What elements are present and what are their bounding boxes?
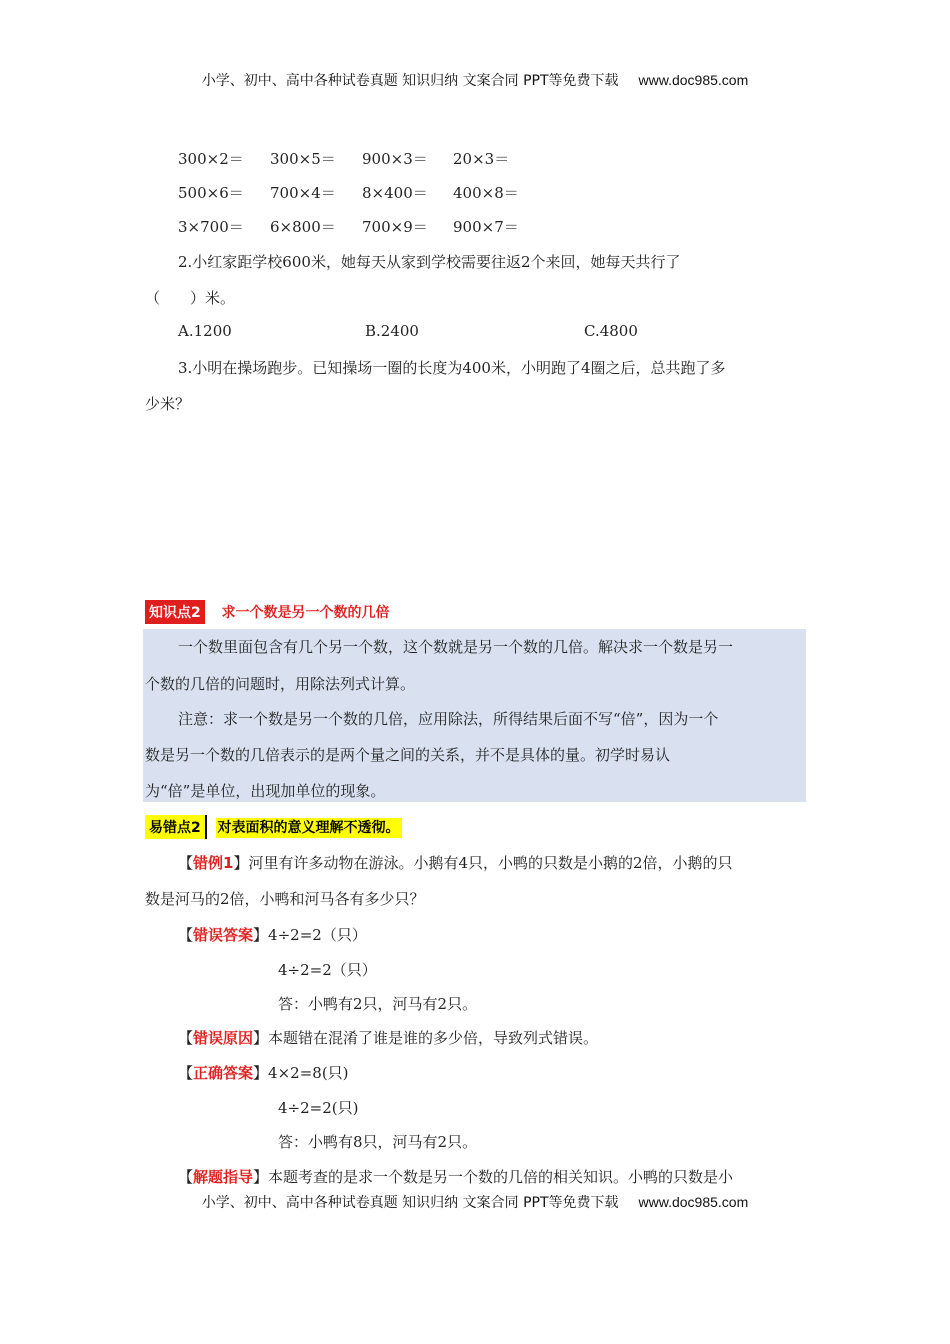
calc-cell: 8×400＝ <box>362 184 428 202</box>
guide-label: 解题指导 <box>193 1168 254 1186</box>
calc-cell: 300×5＝ <box>270 150 336 168</box>
kp2-line: 一个数里面包含有几个另一个数，这个数就是另一个数的几倍。解决求一个数是另一 <box>178 638 734 656</box>
ep2-heading <box>145 815 402 839</box>
kp2-line: 为“倍”是单位，出现加单位的现象。 <box>145 782 386 800</box>
correct-answer-conclusion: 答：小鸭有8只，河马有2只。 <box>278 1133 478 1151</box>
q3-line1: 3.小明在操场跑步。已知操场一圈的长度为400米，小明跑了4圈之后，总共跑了多 <box>178 359 726 377</box>
kp2-title: 求一个数是另一个数的几倍 <box>221 605 390 621</box>
correct-answer-row: 【正确答案】4×2=8(只) <box>178 1064 349 1082</box>
calc-cell: 500×6＝ <box>178 184 244 202</box>
wrong-reason-row: 【错误原因】本题错在混淆了谁是谁的多少倍，导致列式错误。 <box>178 1029 599 1047</box>
correct-answer-label: 正确答案 <box>193 1064 254 1082</box>
page-header <box>0 70 950 90</box>
q2-option-b: B.2400 <box>365 322 419 340</box>
kp2-line: 个数的几倍的问题时，用除法列式计算。 <box>145 675 416 693</box>
wrong-answer-row: 【错误答案】4÷2=2（只） <box>178 926 367 944</box>
kp2-line: 注意：求一个数是另一个数的几倍，应用除法，所得结果后面不写“倍”，因为一个 <box>178 710 719 728</box>
q2-option-a: A.1200 <box>178 322 232 340</box>
wrong-reason-label: 错误原因 <box>193 1029 254 1047</box>
calc-cell: 20×3＝ <box>453 150 510 168</box>
header-site: www.doc985.com <box>638 72 749 88</box>
header-text: 小学、初中、高中各种试卷真题 知识归纳 文案合同 PPT等免费下载 <box>201 73 619 89</box>
footer-text: 小学、初中、高中各种试卷真题 知识归纳 文案合同 PPT等免费下载 <box>201 1195 619 1211</box>
calc-cell: 300×2＝ <box>178 150 244 168</box>
calc-cell: 700×4＝ <box>270 184 336 202</box>
wrong-answer-step: 4÷2=2（只） <box>268 926 367 944</box>
q2-option-c: C.4800 <box>584 322 638 340</box>
correct-answer-step: 4×2=8(只) <box>268 1064 349 1082</box>
correct-answer-step: 4÷2=2(只) <box>278 1099 359 1117</box>
kp2-heading <box>145 600 390 624</box>
example-text: 河里有许多动物在游泳。小鹅有4只，小鸭的只数是小鹅的2倍，小鹅的只 <box>248 854 733 872</box>
guide-text: 本题考查的是求一个数是另一个数的几倍的相关知识。小鸭的只数是小 <box>268 1168 734 1186</box>
guide-row: 【解题指导】本题考查的是求一个数是另一个数的几倍的相关知识。小鸭的只数是小 <box>178 1168 734 1186</box>
calc-cell: 700×9＝ <box>362 218 428 236</box>
q2-line1: 2.小红家距学校600米，她每天从家到学校需要往返2个来回，她每天共行了 <box>178 253 681 271</box>
example-line1: 【错例1】河里有许多动物在游泳。小鹅有4只，小鸭的只数是小鹅的2倍，小鹅的只 <box>178 854 733 872</box>
ep2-title: 对表面积的意义理解不透彻。 <box>217 820 400 836</box>
example-label: 错例1 <box>193 854 234 872</box>
q3-line2: 少米？ <box>145 395 191 413</box>
wrong-answer-label: 错误答案 <box>193 926 254 944</box>
wrong-reason-text: 本题错在混淆了谁是谁的多少倍，导致列式错误。 <box>268 1029 599 1047</box>
kp2-line: 数是另一个数的几倍表示的是两个量之间的关系，并不是具体的量。初学时易认 <box>145 746 671 764</box>
calc-cell: 400×8＝ <box>453 184 519 202</box>
q2-line2: （ ）米。 <box>145 289 236 307</box>
calc-cell: 900×7＝ <box>453 218 519 236</box>
kp2-tag: 知识点2 <box>145 600 205 624</box>
wrong-answer-step: 4÷2=2（只） <box>278 961 377 979</box>
calc-cell: 6×800＝ <box>270 218 336 236</box>
calc-cell: 3×700＝ <box>178 218 244 236</box>
wrong-answer-conclusion: 答：小鸭有2只，河马有2只。 <box>278 995 478 1013</box>
footer-site: www.doc985.com <box>638 1194 749 1210</box>
ep2-tag: 易错点2 <box>145 815 207 839</box>
calc-cell: 900×3＝ <box>362 150 428 168</box>
page-footer <box>0 1192 950 1212</box>
example-line2: 数是河马的2倍，小鸭和河马各有多少只？ <box>145 890 425 908</box>
